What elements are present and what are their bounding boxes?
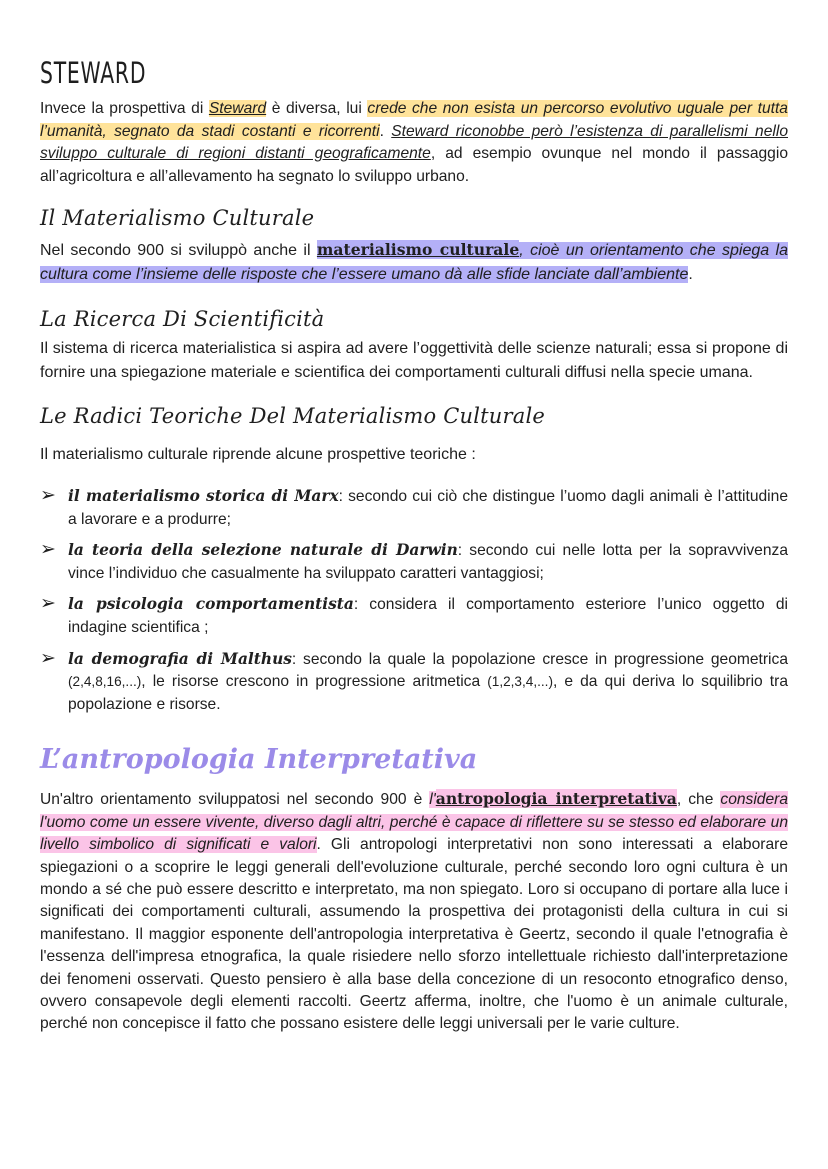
steward-title: STEWARD <box>40 56 147 90</box>
materialismo-title: Il Materialismo Culturale <box>40 206 315 231</box>
arrow-icon: ➢ <box>40 539 56 561</box>
list-item <box>40 485 788 531</box>
item-text: , e da qui deriva lo squilibrio tra popolazione e risorse. <box>68 673 788 713</box>
item-text: : secondo cui nelle lotta per la sopravvivenza vince l’individuo che casualmente ha sviluppato caratteri vantaggiosi; <box>68 542 789 582</box>
arrow-icon: ➢ <box>40 647 56 669</box>
item-text: : considera il comportamento esteriore l’unico oggetto di indagine scientifica ; <box>68 596 788 636</box>
item-term: la teoria della selezione naturale di Darwin <box>68 541 458 560</box>
arrow-icon: ➢ <box>40 484 56 506</box>
steward-underline: Steward riconobbe però l’esistenza di parallelismi nello sviluppo culturale di regioni distanti geograficamente <box>40 122 789 163</box>
interpretativa-highlight: considera l'uomo come un essere vivente, diverso dagli altri, perché è capace di riflettere su se stesso ed elaborare un livello simbolico di significati e valori <box>40 791 789 854</box>
list-item <box>40 539 788 585</box>
interpretativa-term: antropologia interpretativa <box>435 789 677 809</box>
radici-intro: Il materialismo culturale riprende alcune prospettive teoriche : <box>40 446 476 464</box>
text: . Gli antropologi interpretativi non sono interessati a elaborare spiegazioni o a scoprire le leggi generali dell'evoluzione culturale, perché secondo loro ogni cultura è un mondo a sé che può essere descritto e interpretato, ma non spiegato. Loro si occupano di portare alla luce i significati dei comportamenti culturali, assumendo la prospettiva dei protagonisti della cultura in cui si manifestano. Il maggior esponente dell'antropologia interpretativa è Geertz, secondo il quale l'etnografia è l'essenza dell'impresa etnografica, la quale risiedere nello sforzo intellettuale richiesto dall'interpretazione dei fenomeni osservati. Questo pensiero è alla base della concezione di un resoconto etnografico denso, ovvero consapevole degli elementi raccolti. Geertz afferma, inoltre, che l'uomo è un animale culturale, perché non concepisce il fatto che possano esistere delle leggi universali per le varie culture. <box>40 836 788 1033</box>
item-text: : secondo cui ciò che distingue l’uomo dagli animali è l’attitudine a lavorare e a produrre; <box>68 487 788 528</box>
text: Un'altro orientamento sviluppatosi nel secondo 900 è <box>40 791 430 809</box>
arrow-icon: ➢ <box>40 593 56 615</box>
item-sequence: (1,2,3,4,...) <box>487 674 553 690</box>
text: l' <box>429 791 436 809</box>
ricerca-title: La Ricerca Di Scientificità <box>40 307 325 332</box>
ricerca-paragraph: Il sistema di ricerca materialistica si aspira ad avere l’oggettività delle scienze naturali; essa si propone di fornire una spiegazione materiale e scientifica dei comportamenti culturali diffusi nella specie umana. <box>40 340 788 381</box>
interpretativa-title: L’antropologia Interpretativa <box>40 744 478 776</box>
steward-name-highlight: Steward <box>208 100 267 117</box>
item-term: il materialismo storica di Marx <box>68 486 339 505</box>
list-item <box>40 593 788 639</box>
radici-title: Le Radici Teoriche Del Materialismo Culturale <box>40 404 546 429</box>
text: Nel secondo 900 si sviluppò anche il <box>40 242 317 260</box>
materialismo-highlight: , cioè un orientamento che spiega la cultura come l’insieme delle risposte che l’essere umano dà alle sfide lanciate dall’ambiente <box>40 242 788 284</box>
text: , ad esempio ovunque nel mondo il passaggio all’agricoltura e all’allevamento ha segnato lo sviluppo urbano. <box>40 145 788 185</box>
item-term: la psicologia comportamentista <box>68 595 354 614</box>
interpretativa-paragraph <box>40 788 788 1035</box>
text: . <box>379 122 392 140</box>
item-sequence: (2,4,8,16,...) <box>68 674 142 690</box>
text: Invece la prospettiva di <box>40 100 209 117</box>
item-term: la demografia di Malthus <box>68 649 292 668</box>
steward-highlight: crede che non esista un percorso evolutivo uguale per tutta l’umanità, segnato da stadi costanti e ricorrenti <box>40 100 788 140</box>
list-item <box>40 648 788 717</box>
steward-paragraph <box>40 98 788 188</box>
item-text: , le risorse crescono in progressione aritmetica <box>141 673 488 691</box>
materialismo-term: materialismo culturale <box>316 240 520 260</box>
text: , che <box>676 791 721 809</box>
text: . <box>688 266 693 284</box>
item-text: : secondo la quale la popolazione cresce in progressione geometrica <box>291 650 788 668</box>
text: è diversa, lui <box>266 100 368 117</box>
materialismo-paragraph <box>40 238 788 287</box>
